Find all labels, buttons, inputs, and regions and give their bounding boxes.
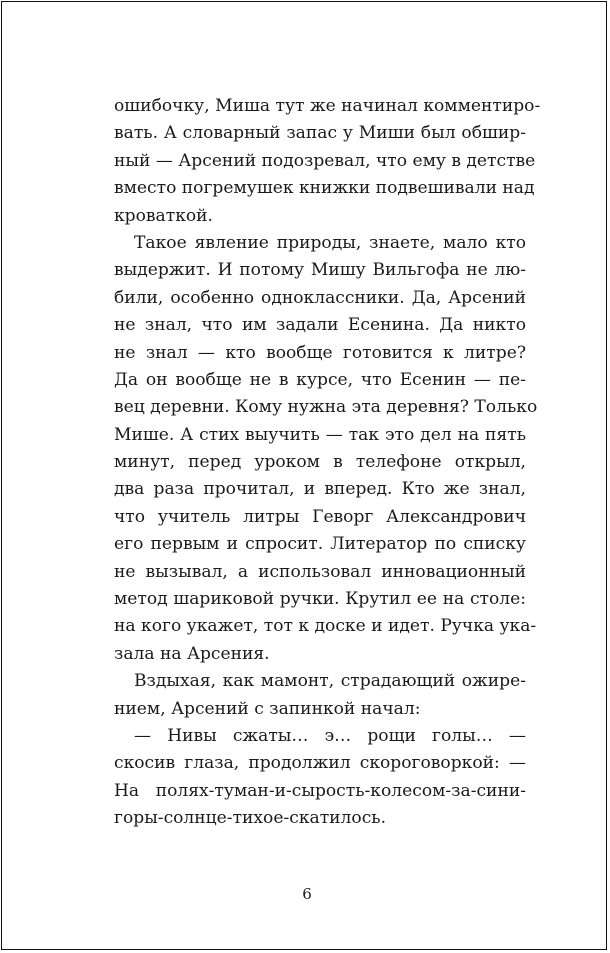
text-line: Такое явление природы, знаете, мало кто: [134, 232, 526, 253]
text-line: кроваткой.: [114, 205, 213, 226]
text-line: Да он вообще не в курсе, что Есенин — пе-: [114, 369, 526, 390]
text-line: ный — Арсений подозревал, что ему в детстве: [114, 150, 536, 171]
text-line: не знал — кто вообще готовится к литре?: [114, 342, 526, 363]
text-line: ошибочку, Миша тут же начинал комментиро-: [114, 96, 541, 116]
text-line: нием, Арсений с запинкой начал:: [114, 698, 421, 719]
text-line: горы-солнце-тихое-скатилось.: [114, 808, 387, 829]
text-line: что учитель литры Геворг Александрович: [114, 506, 526, 527]
text-line: вать. А словарный запас у Миши был обшир-: [114, 123, 526, 144]
page-number: 6: [302, 885, 312, 903]
text-line: минут, перед уроком в телефоне открыл,: [114, 452, 526, 473]
text-line: метод шариковой ручки. Крутил ее на столе:: [114, 589, 526, 610]
text-line: вец деревни. Кому нужна эта деревня? Только: [114, 397, 538, 418]
text-line: Вздыхая, как мамонт, страдающий ожире-: [134, 671, 526, 692]
text-line: били, особенно одноклассники. Да, Арсений: [114, 287, 526, 308]
text-line: не вызывал, а использовал инновационный: [114, 561, 526, 582]
text-line: выдержит. И потому Мишу Вильгофа не лю-: [114, 260, 526, 281]
text-line: на кого укажет, тот к доске и идет. Ручка ука-: [114, 616, 537, 637]
text-line: Мише. А стих выучить — так это дел на пять: [114, 424, 526, 445]
text-line: вместо погремушек книжки подвешивали над: [114, 178, 535, 199]
text-line: На полях-туман-и-сырость-колесом-за-сини-: [114, 780, 526, 801]
book-page: [1, 1, 607, 950]
text-line: — Нивы сжаты… э… рощи голы… —: [134, 725, 526, 746]
text-line: скосив глаза, продолжил скороговоркой: —: [114, 753, 526, 774]
text-line: не знал, что им задали Есенина. Да никто: [114, 315, 526, 336]
body-text: [114, 93, 541, 833]
text-line: зала на Арсения.: [114, 643, 270, 664]
text-line: его первым и спросит. Литератор по списку: [114, 534, 526, 555]
text-line: два раза прочитал, и вперед. Кто же знал,: [114, 479, 526, 500]
